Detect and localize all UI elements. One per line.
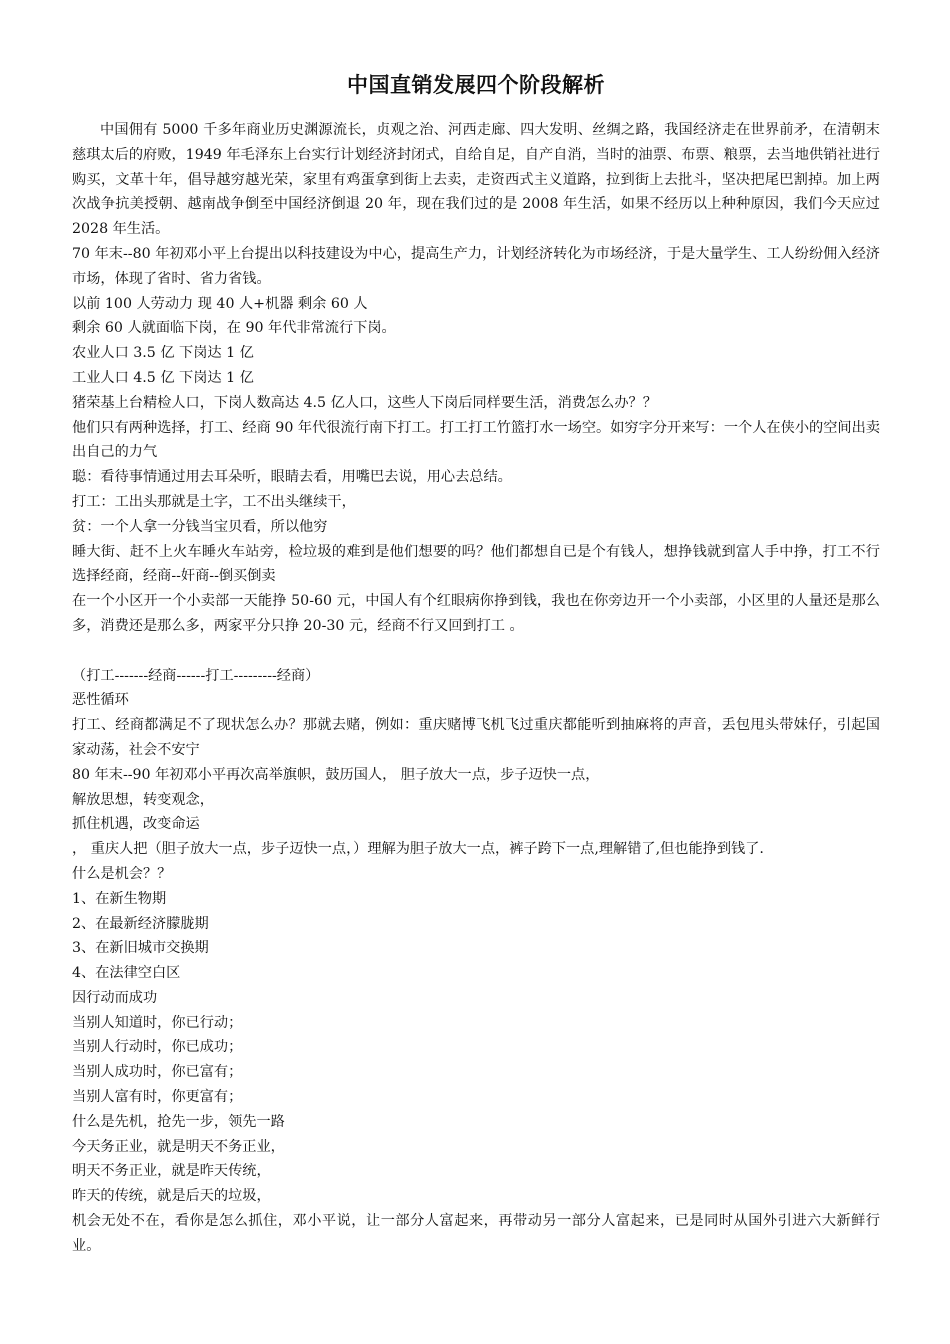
paragraph: 70 年末--80 年初邓小平上台提出以科技建设为中心，提高生产力，计划经济转化为市场经济，于是大量学生、工人纷纷佣入经济市场，体现了省时、省力省钱。 [72,245,880,287]
paragraph: 睡大街、赶不上火车睡火车站旁，检垃圾的难到是他们想要的吗？他们都想自已是个有钱人，想挣钱就到富人手中挣，打工不行选择经商，经商--奸商--倒买倒卖 [72,543,880,585]
blank-line [72,639,880,664]
document-body [72,118,880,1259]
paragraph: 农业人口 3.5 亿 下岗达 1 亿 [72,345,254,362]
paragraph: 80 年末--90 年初邓小平再次高举旗帜，鼓历国人， 胆子放大一点，步子迈快一点， [72,766,600,783]
paragraph: 中国佣有 5000 千多年商业历史渊源流长，贞观之治、河西走廊、四大发明、丝绸之路，我国经济走在世界前矛，在清朝末慈琪太后的府败，1949 年毛泽东上台实行计划经济封闭式，自给自足，自产自消，当时的油票、布票、粮票，去当地供销社进行购买，文革十年，倡导越穷越光荣，家里有鸡蛋拿到街上去卖，走资西式主义道路，拉到街上去批斗，坚决把尾巴割掉。加上两次战争抗美授朝、越南战争倒至中国经济倒退 20 年，现在我们过的是 2008 年生活，如果不经历以上种种原因，我们今天应过 2028 年生活。 [72,122,880,238]
paragraph: 工业人口 4.5 亿 下岗达 1 亿 [72,369,254,386]
document-page [72,64,880,1259]
paragraph: 在一个小区开一个小卖部一天能挣 50-60 元，中国人有个红眼病你挣到钱，我也在你旁边开一个小卖部，小区里的人量还是那么多，消费还是那么多，两家平分只挣 20-30 元，经商不行又回到打工 。 [72,593,880,634]
paragraph: 打工、经商都满足不了现状怎么办？那就去赌，例如：重庆赌博飞机飞过重庆都能听到抽麻将的声音，丢包甩头带妹仔，引起国家动荡，社会不安宁 [72,717,880,758]
paragraph: 抓住机遇，改变命运 [72,816,200,833]
paragraph: 4、在法律空白区 [72,965,181,982]
paragraph: 2、在最新经济朦胧期 [72,915,209,932]
paragraph: 剩余 60 人就面临下岗，在 90 年代非常流行下岗。 [72,320,396,337]
paragraph: 当别人知道时，你已行动； [72,1014,243,1031]
paragraph: 当别人行动时，你已成功； [72,1039,243,1056]
paragraph: 以前 100 人劳动力 现 40 人+机器 剩余 60 人 [72,295,368,312]
paragraph: 昨天的传统，就是后天的垃圾， [72,1188,271,1205]
paragraph: 他们只有两种选择，打工、经商 90 年代很流行南下打工。打工打工竹篮打水一场空。如穷字分开来写：一个人在侠小的空间出卖出自己的力气 [72,419,880,461]
paragraph: （打工-------经商------打工---------经商） [72,667,320,684]
paragraph: 当别人富有时，你更富有； [72,1089,243,1106]
paragraph: 明天不务正业，就是昨天传统， [72,1163,271,1180]
paragraph: 聪：看待事情通过用去耳朵听，眼睛去看，用嘴巴去说，用心去总结。 [72,469,512,486]
paragraph: 打工：工出头那就是土字，工不出头继续干， [72,493,356,510]
paragraph: 恶性循环 [72,692,129,709]
paragraph: 猪荣基上台精检人口，下岗人数高达 4.5 亿人口，这些人下岗后同样要生活，消费怎么办？？ [72,394,657,411]
document-title: 中国直销发展四个阶段解析 [347,73,605,97]
paragraph: 什么是机会？？ [72,865,172,882]
paragraph: 1、在新生物期 [72,890,167,907]
paragraph: 今天务正业，就是明天不务正业， [72,1138,285,1155]
paragraph: 什么是先机，抢先一步，领先一路 [72,1113,285,1130]
paragraph: 因行动而成功 [72,989,158,1006]
paragraph: 贫：一个人拿一分钱当宝贝看，所以他穷 [72,518,328,535]
paragraph: 3、在新旧城市交换期 [72,940,209,957]
paragraph: 解放思想，转变观念， [72,791,214,808]
paragraph: 机会无处不在，看你是怎么抓住，邓小平说，让一部分人富起来，再带动另一部分人富起来，已是同时从国外引进六大新鲜行业。 [72,1213,880,1254]
paragraph: ， 重庆人把（胆子放大一点，步子迈快一点，）理解为胆子放大一点，裤子跨下一点,理解错了,但也能挣到钱了. [72,841,764,858]
paragraph: 当别人成功时，你已富有； [72,1064,243,1081]
